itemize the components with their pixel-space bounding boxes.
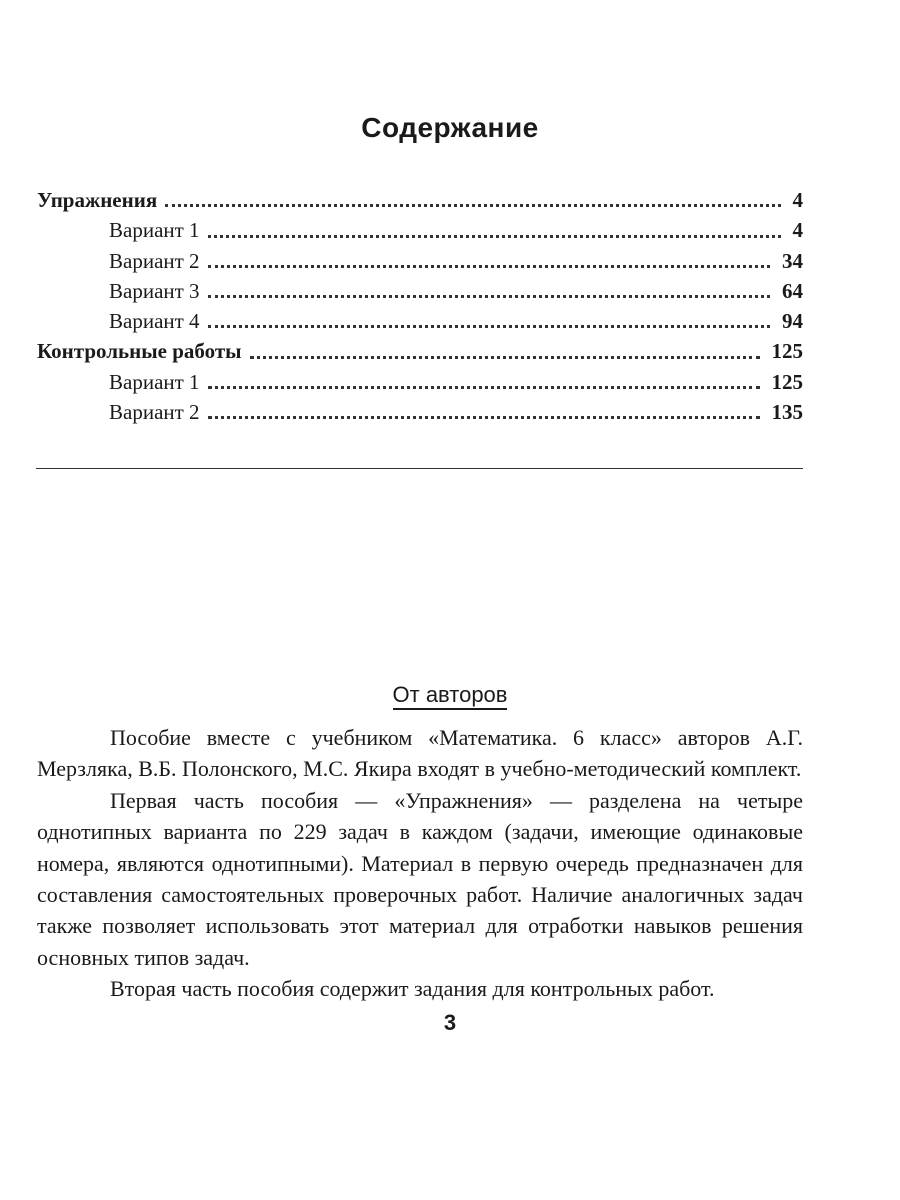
toc-entry: [37, 397, 803, 427]
toc-entry-page: 125: [771, 339, 803, 364]
toc-entry-label: Контрольные работы: [37, 339, 242, 364]
toc-title: Содержание: [361, 112, 539, 143]
toc-entry-label: Вариант 2: [109, 248, 200, 273]
authors-heading-text: От авторов: [393, 682, 508, 710]
toc-entry-page: 135: [771, 400, 803, 425]
toc-entry: [37, 306, 803, 336]
toc-entry-label: Вариант 1: [109, 218, 200, 243]
toc-entry: [37, 185, 803, 215]
toc-entry: [37, 246, 803, 276]
toc-entry: [37, 276, 803, 306]
toc-entry-label: Вариант 3: [109, 278, 200, 303]
toc-entry-page: 64: [782, 278, 803, 303]
toc-leader-dots: [208, 416, 760, 419]
toc-entry-label: Упражнения: [37, 188, 158, 212]
toc-leader-dots: [208, 265, 770, 268]
section-divider: [36, 468, 803, 469]
paragraph: Первая часть пособия — «Упражнения» — разделена на четыре однотипных варианта по 229 задач в каждом (задачи, имеющие одинаковые номера, являются однотипными). Материал в первую очередь предназначен для составления самостоятельных проверочных работ. Наличие аналогичных задач также позволяет использовать этот материал для отработки навыков решения основных типов задач.: [37, 787, 803, 970]
toc-leader-dots: [208, 295, 770, 298]
toc-entry-page: 4: [792, 218, 803, 243]
authors-text: [37, 722, 803, 1005]
paragraph: Пособие вместе с учебником «Математика. 6 класс» авторов А.Г. Мерзляка, В.Б. Полонского, М.С. Якира входят в учебно-методический комплект.: [37, 725, 803, 782]
toc-entry-page: 4: [792, 188, 803, 212]
toc-entry: [37, 367, 803, 397]
table-of-contents: [37, 185, 803, 427]
paragraph: Вторая часть пособия содержит задания для контрольных работ.: [110, 976, 715, 1002]
toc-leader-dots: [250, 356, 760, 359]
toc-entry: [37, 215, 803, 245]
toc-leader-dots: [208, 235, 781, 238]
page-number: 3: [443, 1010, 457, 1035]
authors-heading: [0, 682, 900, 708]
toc-entry-label: Вариант 4: [109, 309, 200, 334]
toc-entry-page: 94: [782, 309, 803, 334]
toc-entry: [37, 336, 803, 366]
toc-leader-dots: [165, 204, 780, 207]
toc-entry-page: 125: [771, 369, 803, 394]
toc-entry-page: 34: [782, 248, 803, 273]
toc-entry-label: Вариант 2: [109, 400, 200, 425]
toc-leader-dots: [208, 386, 760, 389]
toc-entry-label: Вариант 1: [109, 369, 200, 394]
toc-leader-dots: [208, 325, 770, 328]
